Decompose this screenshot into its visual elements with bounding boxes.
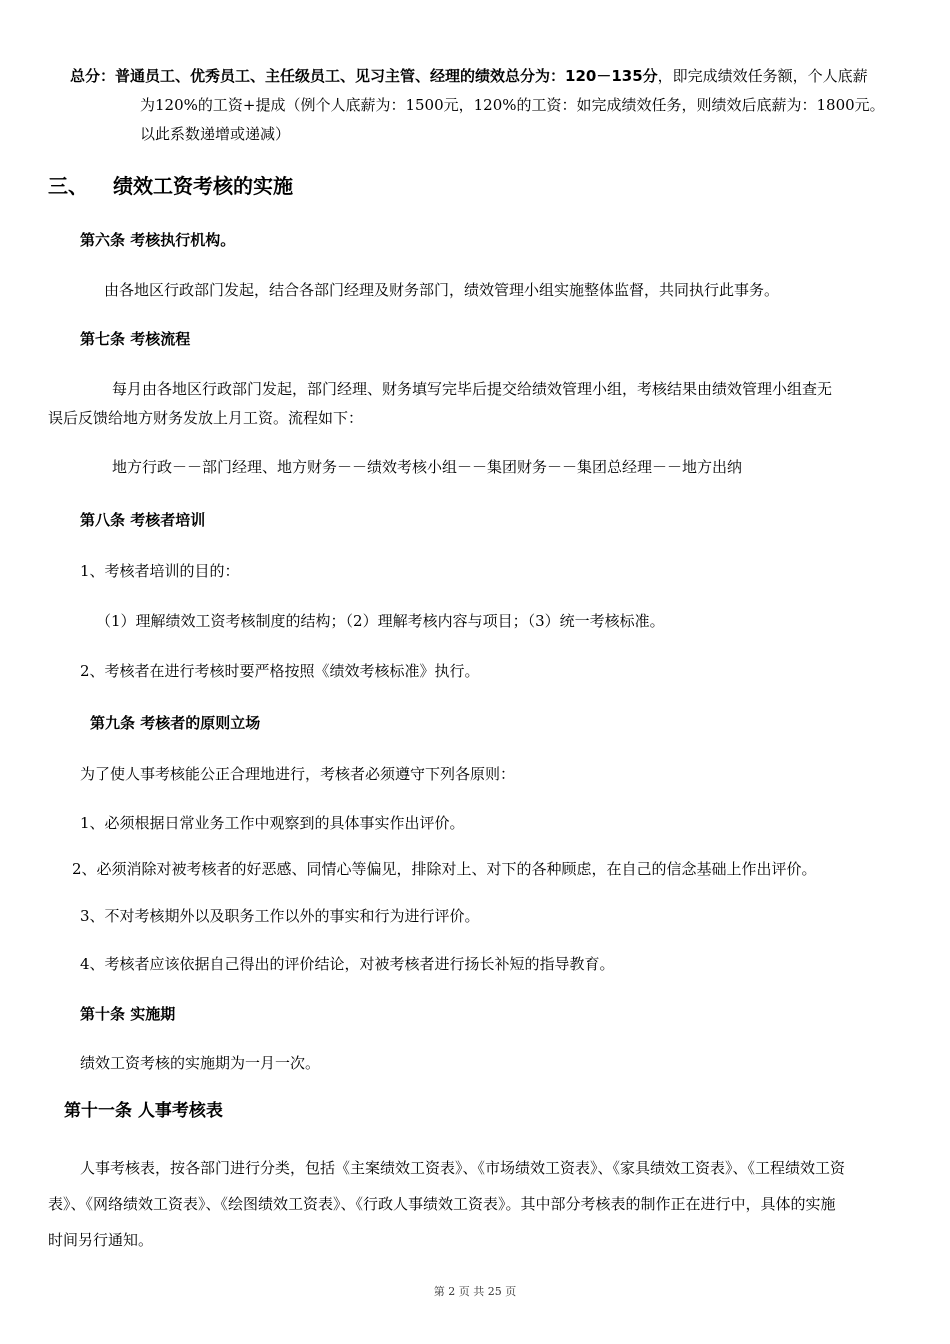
article-9-principle-3: 3、不对考核期外以及职务工作以外的事实和行为进行评价。: [80, 907, 480, 925]
summary-line-3: 以此系数递增或递减）: [140, 125, 291, 143]
article-8-item-2: 2、考核者在进行考核时要严格按照《绩效考核标准》执行。: [80, 662, 480, 680]
article-7-line-1: 每月由各地区行政部门发起，部门经理、财务填写完毕后提交给绩效管理小组，考核结果由绩效管理小组查无: [112, 380, 833, 398]
page-footer: 第 2 页 共 25 页: [433, 1285, 517, 1298]
article-8-title: 第八条 考核者培训: [80, 511, 206, 529]
article-9-title: 第九条 考核者的原则立场: [90, 714, 261, 732]
summary-line-1: [70, 62, 868, 90]
summary-line-2: 为120%的工资+提成（例个人底薪为：1500元，120%的工资：如完成绩效任务，则绩效后底薪为：1800元。: [140, 96, 885, 114]
article-11-line-2: 表》、《网络绩效工资表》、《绘图绩效工资表》、《行政人事绩效工资表》。其中部分考核表的制作正在进行中，具体的实施: [48, 1195, 836, 1213]
article-11-title: 第十一条 人事考核表: [64, 1101, 223, 1121]
article-10-body: 绩效工资考核的实施期为一月一次。: [80, 1054, 321, 1072]
article-8-item-1-detail: （1）理解绩效工资考核制度的结构；（2）理解考核内容与项目；（3）统一考核标准。: [96, 612, 665, 630]
article-6-body: 由各地区行政部门发起，结合各部门经理及财务部门，绩效管理小组实施整体监督，共同执行此事务。: [104, 281, 780, 299]
article-10-title: 第十条 实施期: [80, 1005, 176, 1023]
section-3-title: 绩效工资考核的实施: [113, 174, 293, 198]
article-7-line-2: 误后反馈给地方财务发放上月工资。流程如下：: [48, 409, 364, 427]
article-11-line-1: 人事考核表，按各部门进行分类，包括《主案绩效工资表》、《市场绩效工资表》、《家具绩效工资表》、《工程绩效工资: [80, 1159, 846, 1177]
section-3-number: 三、: [48, 174, 88, 198]
article-6-title: 第六条 考核执行机构。: [80, 231, 236, 249]
article-7-flow: 地方行政－－部门经理、地方财务－－绩效考核小组－－集团财务－－集团总经理－－地方出纳: [112, 458, 743, 476]
article-9-principle-2: 2、必须消除对被考核者的好恶感、同情心等偏见，排除对上、对下的各种顾虑，在自己的信念基础上作出评价。: [72, 860, 817, 878]
summary-line-1-rest: ，即完成绩效任务额，个人底薪: [657, 67, 868, 85]
article-7-title: 第七条 考核流程: [80, 330, 191, 348]
summary-bold-prefix: 总分：普通员工、优秀员工、主任级员工、见习主管、经理的绩效总分为：120－135分: [70, 67, 658, 85]
article-9-principle-4: 4、考核者应该依据自己得出的评价结论，对被考核者进行扬长补短的指导教育。: [80, 955, 615, 973]
article-8-item-1: 1、考核者培训的目的：: [80, 562, 240, 580]
article-11-line-3: 时间另行通知。: [48, 1231, 154, 1249]
article-9-intro: 为了使人事考核能公正合理地进行，考核者必须遵守下列各原则：: [80, 765, 516, 783]
article-9-principle-1: 1、必须根据日常业务工作中观察到的具体事实作出评价。: [80, 814, 465, 832]
